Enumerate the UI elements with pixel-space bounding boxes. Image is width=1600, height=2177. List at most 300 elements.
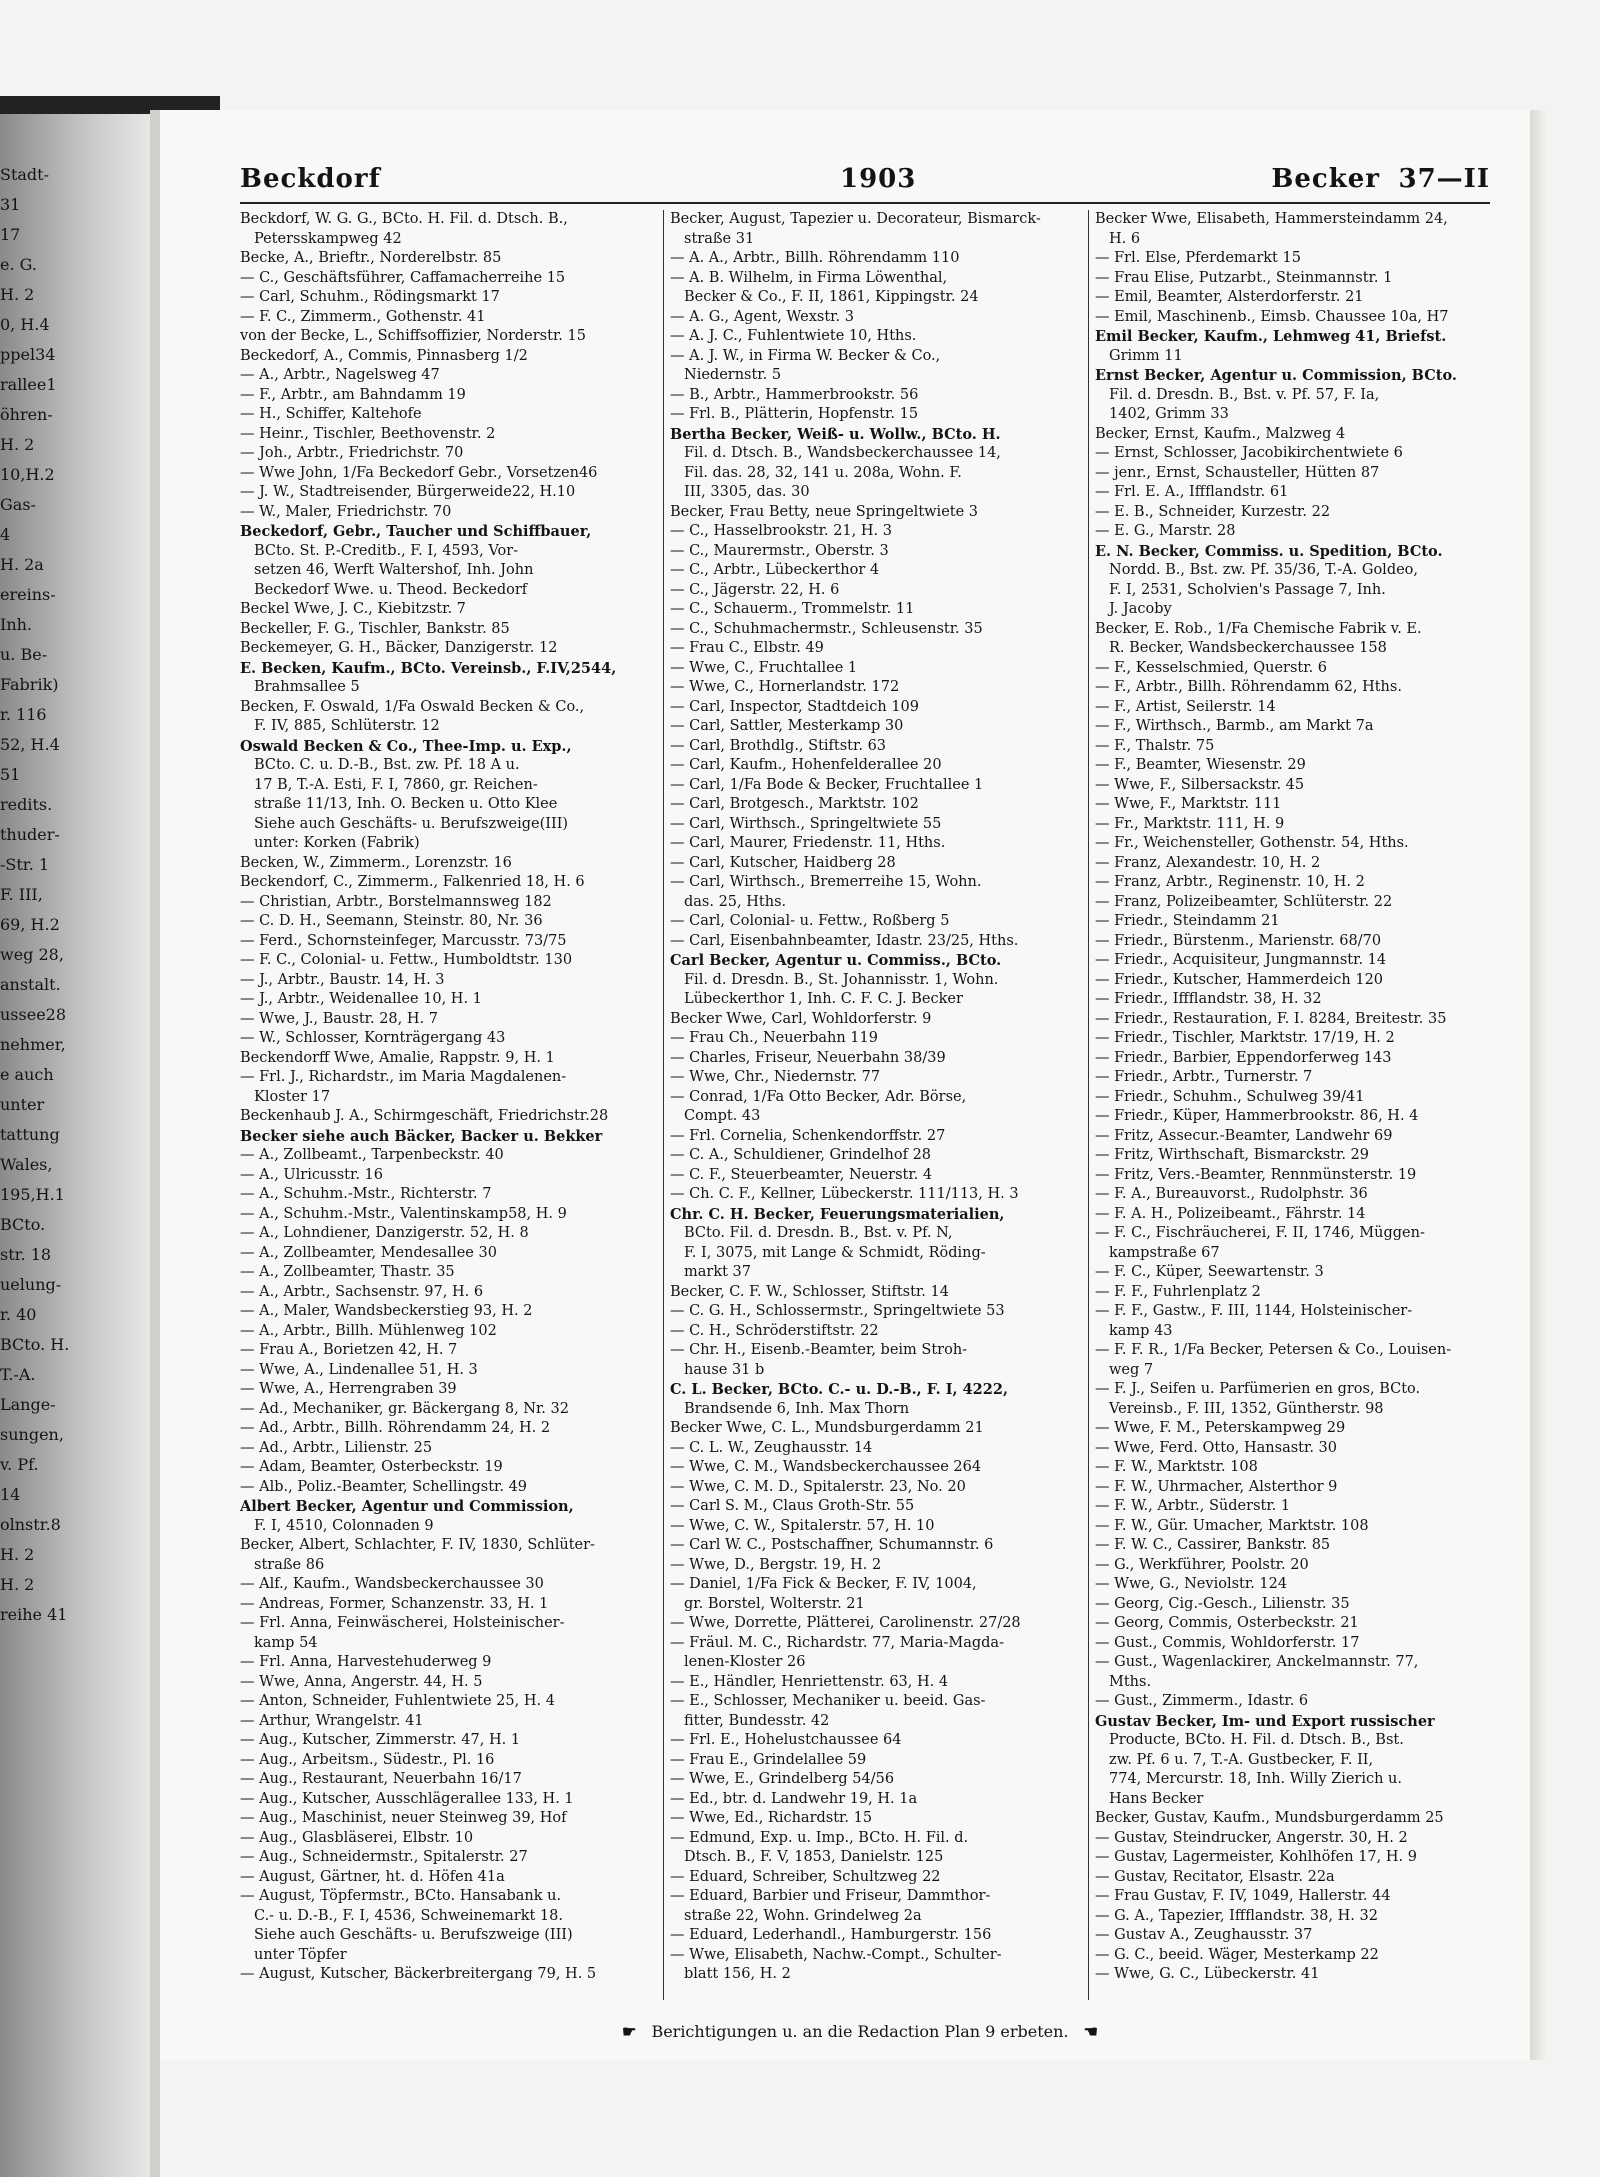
directory-entry: Ernst Becker, Agentur u. Commission, BCto. (1095, 367, 1457, 384)
directory-entry: von der Becke, L., Schiffsoffizier, Norderstr. 15 (240, 328, 586, 344)
directory-entry: — C., Hasselbrookstr. 21, H. 3 (670, 523, 892, 539)
directory-entry: — A., Arbtr., Billh. Mühlenweg 102 (240, 1322, 497, 1339)
directory-entry: F. I, 2531, Scholvien's Passage 7, Inh. (1109, 581, 1386, 598)
previous-page-fragment: 0, H.4 (0, 315, 50, 334)
directory-entry: Compt. 43 (684, 1108, 761, 1124)
directory-entry: Fil. d. Dresdn. B., Bst. v. Pf. 57, F. Ia, (1109, 386, 1380, 403)
previous-page-fragment: Fabrik) (0, 675, 59, 694)
directory-entry: — W., Maler, Friedrichstr. 70 (240, 503, 452, 520)
directory-entry: — A., Arbtr., Nagelsweg 47 (240, 367, 440, 383)
directory-entry: BCto. C. u. D.-B., Bst. zw. Pf. 18 A u. (254, 757, 520, 773)
directory-entry: — Carl, Wirthsch., Bremerreihe 15, Wohn. (670, 874, 982, 890)
directory-entry: Becker, E. Rob., 1/Fa Chemische Fabrik v. E. (1095, 620, 1422, 637)
directory-entry: — W., Schlosser, Kornträgergang 43 (240, 1030, 506, 1046)
directory-entry: — Christian, Arbtr., Borstelmannsweg 182 (240, 893, 552, 910)
directory-entry: unter Töpfer (254, 1946, 347, 1963)
directory-entry: — C. H., Schröderstiftstr. 22 (670, 1322, 879, 1339)
directory-entry: Chr. C. H. Becker, Feuerungsmaterialien, (670, 1205, 1005, 1223)
directory-entry: Beckeller, F. G., Tischler, Bankstr. 85 (240, 620, 510, 637)
previous-page-fragment: nehmer, (0, 1035, 66, 1054)
directory-entry: Mths. (1109, 1673, 1152, 1690)
directory-entry: Beckendorf, C., Zimmerm., Falkenried 18, H. 6 (240, 874, 585, 890)
directory-entry: — Frl. E., Hohelustchaussee 64 (670, 1732, 902, 1748)
directory-entry: straße 31 (684, 230, 755, 247)
directory-page (160, 110, 1530, 2060)
page-gutter (150, 110, 160, 2177)
directory-entry: — Friedr., Küper, Hammerbrookstr. 86, H. 4 (1095, 1108, 1419, 1124)
directory-entry: — Frau A., Borietzen 42, H. 7 (240, 1342, 458, 1358)
previous-page-edge (0, 160, 70, 2040)
directory-entry: — F. F., Gastw., F. III, 1144, Holsteinischer- (1095, 1303, 1413, 1319)
directory-entry: — Carl W. C., Postschaffner, Schumannstr. 6 (670, 1537, 994, 1553)
directory-entry: 17 B, T.-A. Esti, F. I, 7860, gr. Reichen- (254, 776, 538, 793)
directory-entry: — Wwe, Ed., Richardstr. 15 (670, 1810, 873, 1826)
previous-page-fragment: 4 (0, 525, 11, 544)
directory-entry: straße 86 (254, 1556, 325, 1573)
previous-page-fragment: 51 (0, 765, 21, 784)
directory-entry: — Friedr., Kutscher, Hammerdeich 120 (1095, 971, 1384, 988)
directory-entry: — Frl. Else, Pferdemarkt 15 (1095, 250, 1301, 266)
directory-entry: — E., Händler, Henriettenstr. 63, H. 4 (670, 1673, 949, 1690)
directory-entry: — Wwe, Elisabeth, Nachw.-Compt., Schulter- (670, 1946, 1002, 1963)
directory-entry: Carl Becker, Agentur u. Commiss., BCto. (670, 952, 1002, 969)
directory-entry: Beckemeyer, G. H., Bäcker, Danzigerstr. 12 (240, 640, 558, 656)
directory-entry: — A., Zollbeamt., Tarpenbeckstr. 40 (240, 1147, 504, 1163)
previous-page-fragment: 69, H.2 (0, 915, 60, 934)
directory-entry: straße 11/13, Inh. O. Becken u. Otto Klee (254, 796, 558, 812)
directory-entry: — Carl, 1/Fa Bode & Becker, Fruchtallee 1 (670, 776, 984, 793)
directory-entry: — F., Beamter, Wiesenstr. 29 (1095, 757, 1306, 773)
column-middle (670, 210, 1080, 2000)
previous-page-fragment: T.-A. (0, 1365, 36, 1384)
previous-page-fragment: weg 28, (0, 945, 64, 964)
directory-entry: — Aug., Kutscher, Zimmerstr. 47, H. 1 (240, 1732, 521, 1748)
directory-entry: — Frl. Anna, Harvestehuderweg 9 (240, 1654, 492, 1670)
directory-entry: — Franz, Arbtr., Reginenstr. 10, H. 2 (1095, 874, 1365, 890)
directory-entry: — Frau E., Grindelallee 59 (670, 1751, 867, 1768)
directory-entry: — Aug., Glasbläserei, Elbstr. 10 (240, 1829, 474, 1846)
directory-entry: — jenr., Ernst, Schausteller, Hütten 87 (1095, 464, 1380, 481)
directory-entry: Becken, F. Oswald, 1/Fa Oswald Becken & Co., (240, 698, 585, 715)
previous-page-fragment: BCto. (0, 1215, 46, 1234)
directory-entry: Gustav Becker, Im- und Export russischer (1095, 1712, 1435, 1730)
directory-entry: Emil Becker, Kaufm., Lehmweg 41, Briefst. (1095, 328, 1447, 345)
directory-entry: — Friedr., Acquisiteur, Jungmannstr. 14 (1095, 952, 1387, 968)
directory-entry: — Wwe, E., Grindelberg 54/56 (670, 1771, 895, 1787)
header-left-keyword: Beckdorf (240, 164, 381, 194)
directory-entry: — Conrad, 1/Fa Otto Becker, Adr. Börse, (670, 1088, 967, 1105)
directory-entry: — Wwe, G., Neviolstr. 124 (1095, 1576, 1288, 1592)
header-year: 1903 (840, 164, 917, 194)
directory-entry: — A., Lohndiener, Danzigerstr. 52, H. 8 (240, 1225, 529, 1241)
previous-page-fragment: Inh. (0, 615, 33, 634)
directory-entry: — C. A., Schuldiener, Grindelhof 28 (670, 1147, 932, 1163)
directory-entry: Beckdorf, W. G. G., BCto. H. Fil. d. Dtsch. B., (240, 211, 568, 227)
directory-entry: — August, Töpfermstr., BCto. Hansabank u. (240, 1888, 562, 1904)
directory-entry: — C., Arbtr., Lübeckerthor 4 (670, 562, 880, 578)
directory-entry: hause 31 b (684, 1361, 765, 1378)
directory-entry: Becker, C. F. W., Schlosser, Stiftstr. 14 (670, 1283, 949, 1300)
directory-entry: — C. F., Steuerbeamter, Neuerstr. 4 (670, 1166, 933, 1183)
directory-entry: — Wwe, Anna, Angerstr. 44, H. 5 (240, 1673, 483, 1690)
directory-entry: Dtsch. B., F. V, 1853, Danielstr. 125 (684, 1849, 944, 1865)
directory-entry: — Adam, Beamter, Osterbeckstr. 19 (240, 1459, 503, 1475)
directory-entry: — Wwe John, 1/Fa Beckedorf Gebr., Vorsetzen46 (240, 464, 598, 481)
directory-entry: — F. W., Uhrmacher, Alsterthor 9 (1095, 1478, 1338, 1495)
directory-entry: — Wwe, C., Hornerlandstr. 172 (670, 679, 900, 695)
directory-entry: — Carl S. M., Claus Groth-Str. 55 (670, 1498, 915, 1514)
directory-entry: Niedernstr. 5 (684, 367, 782, 383)
directory-entry: — Fr., Marktstr. 111, H. 9 (1095, 815, 1285, 832)
previous-page-fragment: öhren- (0, 405, 53, 424)
directory-entry: C.- u. D.-B., F. I, 4536, Schweinemarkt 18. (254, 1907, 563, 1924)
previous-page-fragment: H. 2 (0, 435, 35, 454)
directory-entry: Brahmsallee 5 (254, 679, 360, 695)
directory-entry: — F. F., Fuhrlenplatz 2 (1095, 1283, 1261, 1300)
directory-entry: — Anton, Schneider, Fuhlentwiete 25, H. 4 (240, 1693, 555, 1709)
previous-page-fragment: uelung- (0, 1275, 62, 1294)
previous-page-fragment: Stadt- (0, 165, 50, 184)
column-right (1095, 210, 1495, 2000)
directory-entry: — Aug., Schneidermstr., Spitalerstr. 27 (240, 1849, 528, 1865)
previous-page-fragment: F. III, (0, 885, 43, 904)
directory-entry: — C., Maurermstr., Oberstr. 3 (670, 542, 889, 559)
directory-entry: — Friedr., Schuhm., Schulweg 39/41 (1095, 1088, 1365, 1105)
column-left (240, 210, 660, 2000)
directory-entry: R. Becker, Wandsbeckerchaussee 158 (1109, 640, 1387, 656)
previous-page-fragment: 14 (0, 1485, 21, 1504)
directory-entry: — Friedr., Restauration, F. I. 8284, Breitestr. 35 (1095, 1010, 1447, 1027)
header-right-keyword: Becker (1271, 164, 1380, 194)
directory-entry: — Edmund, Exp. u. Imp., BCto. H. Fil. d. (670, 1829, 969, 1846)
previous-page-fragment: Wales, (0, 1155, 53, 1174)
previous-page-fragment: e auch (0, 1065, 54, 1084)
directory-entry: Becker & Co., F. II, 1861, Kippingstr. 24 (684, 289, 979, 305)
directory-entry: — Wwe, F., Marktstr. 111 (1095, 796, 1282, 812)
previous-page-fragment: ereins- (0, 585, 56, 604)
directory-entry: — Gust., Commis, Wohldorferstr. 17 (1095, 1634, 1360, 1651)
directory-entry: Beckedorf, A., Commis, Pinnasberg 1/2 (240, 347, 528, 364)
directory-entry: Beckenhaub J. A., Schirmgeschäft, Friedrichstr.28 (240, 1108, 609, 1124)
directory-entry: — F. F. R., 1/Fa Becker, Petersen & Co., Louisen- (1095, 1342, 1452, 1358)
directory-entry: Beckedorf, Gebr., Taucher und Schiffbauer, (240, 523, 592, 540)
directory-entry: — F., Artist, Seilerstr. 14 (1095, 698, 1276, 715)
directory-entry: Becker, Gustav, Kaufm., Mundsburgerdamm 25 (1095, 1810, 1444, 1826)
directory-entry: — Wwe, J., Baustr. 28, H. 7 (240, 1010, 438, 1027)
directory-entry: Becker Wwe, Elisabeth, Hammersteindamm 24, (1095, 211, 1448, 227)
directory-entry: — Frau Elise, Putzarbt., Steinmannstr. 1 (1095, 269, 1393, 286)
previous-page-fragment: H. 2 (0, 1575, 35, 1594)
directory-entry: Becker Wwe, Carl, Wohldorferstr. 9 (670, 1010, 932, 1027)
directory-entry: — Frl. Cornelia, Schenkendorffstr. 27 (670, 1127, 946, 1144)
directory-entry: Beckendorff Wwe, Amalie, Rappstr. 9, H. 1 (240, 1049, 555, 1066)
directory-entry: fitter, Bundesstr. 42 (684, 1712, 830, 1729)
directory-entry: — A. B. Wilhelm, in Firma Löwenthal, (670, 269, 948, 286)
directory-entry: kamp 54 (254, 1634, 318, 1651)
directory-entry: — Aug., Maschinist, neuer Steinweg 39, Hof (240, 1810, 567, 1826)
directory-entry: — Carl, Kutscher, Haidberg 28 (670, 854, 896, 871)
directory-entry: — A. A., Arbtr., Billh. Röhrendamm 110 (670, 250, 960, 266)
directory-entry: — Friedr., Bürstenm., Marienstr. 68/70 (1095, 932, 1382, 949)
directory-entry: — E. G., Marstr. 28 (1095, 523, 1236, 539)
directory-entry: Becker, Ernst, Kaufm., Malzweg 4 (1095, 425, 1346, 442)
directory-entry: — Wwe, C., Fruchtallee 1 (670, 659, 858, 676)
directory-entry: — G. C., beeid. Wäger, Mesterkamp 22 (1095, 1946, 1379, 1963)
directory-entry: — Fritz, Wirthschaft, Bismarckstr. 29 (1095, 1147, 1370, 1163)
directory-entry: — F., Kesselschmied, Querstr. 6 (1095, 659, 1328, 676)
directory-entry: — August, Kutscher, Bäckerbreitergang 79, H. 5 (240, 1966, 597, 1982)
directory-entry: — Aug., Arbeitsm., Südestr., Pl. 16 (240, 1751, 495, 1768)
previous-page-fragment: -Str. 1 (0, 855, 50, 874)
directory-entry: — Frau Gustav, F. IV, 1049, Hallerstr. 44 (1095, 1888, 1391, 1904)
directory-entry: Brandsende 6, Inh. Max Thorn (684, 1400, 910, 1417)
directory-entry: Hans Becker (1109, 1790, 1204, 1807)
previous-page-fragment: sungen, (0, 1425, 64, 1444)
directory-entry: — Frl. Anna, Feinwäscherei, Holsteinischer- (240, 1615, 565, 1631)
directory-entry: gr. Borstel, Wolterstr. 21 (684, 1595, 865, 1612)
directory-entry: — Wwe, Ferd. Otto, Hansastr. 30 (1095, 1439, 1337, 1456)
previous-page-fragment: ussee28 (0, 1005, 67, 1024)
directory-entry: — F. C., Küper, Seewartenstr. 3 (1095, 1264, 1324, 1280)
directory-entry: — G. A., Tapezier, Iffflandstr. 38, H. 32 (1095, 1907, 1378, 1924)
directory-entry: — A. J. C., Fuhlentwiete 10, Hths. (670, 328, 917, 344)
directory-entry: Becken, W., Zimmerm., Lorenzstr. 16 (240, 854, 512, 871)
directory-entry: — Franz, Alexandestr. 10, H. 2 (1095, 854, 1321, 871)
directory-entry: — C. D. H., Seemann, Steinstr. 80, Nr. 36 (240, 913, 543, 929)
directory-entry: Kloster 17 (254, 1088, 331, 1105)
directory-entry: — J., Arbtr., Baustr. 14, H. 3 (240, 971, 445, 988)
previous-page-fragment: rallee1 (0, 375, 57, 394)
previous-page-fragment: Lange- (0, 1395, 56, 1414)
directory-entry: — Joh., Arbtr., Friedrichstr. 70 (240, 445, 464, 461)
directory-entry: Oswald Becken & Co., Thee-Imp. u. Exp., (240, 737, 572, 755)
directory-entry: — Carl, Eisenbahnbeamter, Idastr. 23/25, Hths. (670, 932, 1019, 949)
directory-entry: — Wwe, A., Herrengraben 39 (240, 1381, 457, 1397)
directory-entry: H. 6 (1109, 230, 1141, 247)
directory-entry: kampstraße 67 (1109, 1244, 1220, 1261)
directory-entry: — Fr., Weichensteller, Gothenstr. 54, Hths. (1095, 835, 1409, 851)
directory-entry: — Carl, Maurer, Friedenstr. 11, Hths. (670, 835, 946, 851)
directory-entry: — Carl, Colonial- u. Fettw., Roßberg 5 (670, 913, 950, 929)
directory-entry: — Eduard, Lederhandl., Hamburgerstr. 156 (670, 1927, 992, 1943)
directory-entry: — Frau C., Elbstr. 49 (670, 640, 824, 656)
previous-page-fragment: thuder- (0, 825, 60, 844)
directory-entry: 1402, Grimm 33 (1109, 406, 1229, 422)
previous-page-fragment: 10,H.2 (0, 465, 55, 484)
directory-entry: — F. W. C., Cassirer, Bankstr. 85 (1095, 1537, 1331, 1553)
directory-entry: — Carl, Kaufm., Hohenfelderallee 20 (670, 757, 942, 773)
previous-page-fragment: reihe 41 (0, 1605, 68, 1624)
directory-entry: — Ch. C. F., Kellner, Lübeckerstr. 111/113, H. 3 (670, 1186, 1019, 1202)
directory-entry: — Wwe, F. M., Peterskampweg 29 (1095, 1420, 1346, 1436)
directory-entry: — Alf., Kaufm., Wandsbeckerchaussee 30 (240, 1576, 544, 1592)
directory-entry: Bertha Becker, Weiß- u. Wollw., BCto. H. (670, 425, 1001, 443)
directory-entry: — Wwe, Dorrette, Plätterei, Carolinenstr. 27/28 (670, 1615, 1021, 1631)
previous-page-fragment: Gas- (0, 495, 36, 514)
directory-entry: — B., Arbtr., Hammerbrookstr. 56 (670, 386, 919, 403)
previous-page-fragment: H. 2a (0, 555, 44, 574)
directory-entry: — Frl. E. A., Iffflandstr. 61 (1095, 484, 1289, 500)
directory-entry: — A. J. W., in Firma W. Becker & Co., (670, 347, 941, 364)
directory-entry: Fil. d. Dtsch. B., Wandsbeckerchaussee 14, (684, 445, 1001, 461)
directory-entry: blatt 156, H. 2 (684, 1966, 791, 1982)
directory-entry: — A., Ulricusstr. 16 (240, 1166, 384, 1183)
directory-entry: — F. W., Arbtr., Süderstr. 1 (1095, 1498, 1291, 1514)
directory-entry: — Ad., Mechaniker, gr. Bäckergang 8, Nr. 32 (240, 1400, 569, 1417)
directory-entry: Lübeckerthor 1, Inh. C. F. C. J. Becker (684, 991, 963, 1007)
directory-entry: straße 22, Wohn. Grindelweg 2a (684, 1907, 922, 1924)
directory-entry: — Fräul. M. C., Richardstr. 77, Maria-Magda- (670, 1634, 1004, 1651)
directory-entry: — J. W., Stadtreisender, Bürgerweide22, H.10 (240, 484, 576, 500)
header-rule (240, 202, 1490, 204)
directory-entry: — Carl, Sattler, Mesterkamp 30 (670, 718, 904, 734)
footer-note: Berichtigungen u. an die Redaction Plan 9 erbeten. (651, 2022, 1069, 2041)
directory-entry: — C., Schuhmachermstr., Schleusenstr. 35 (670, 620, 983, 637)
directory-entry: — F. C., Fischräucherei, F. II, 1746, Müggen- (1095, 1225, 1425, 1241)
directory-entry: — Friedr., Arbtr., Turnerstr. 7 (1095, 1069, 1313, 1085)
directory-entry: — Gustav A., Zeughausstr. 37 (1095, 1927, 1313, 1943)
directory-entry: Fil. das. 28, 32, 141 u. 208a, Wohn. F. (684, 464, 962, 481)
directory-entry: — Carl, Schuhm., Rödingsmarkt 17 (240, 289, 500, 305)
directory-entry: Petersskampweg 42 (254, 230, 402, 247)
page-footer (410, 2022, 1310, 2041)
directory-entry: — A., Schuhm.-Mstr., Richterstr. 7 (240, 1186, 492, 1202)
previous-page-fragment: 52, H.4 (0, 735, 60, 754)
directory-entry: — A., Zollbeamter, Mendesallee 30 (240, 1244, 497, 1261)
previous-page-fragment: tattung (0, 1125, 60, 1144)
previous-page-fragment: str. 18 (0, 1245, 52, 1264)
directory-entry: — F. C., Colonial- u. Fettw., Humboldtstr. 130 (240, 952, 573, 968)
directory-entry: — Andreas, Former, Schanzenstr. 33, H. 1 (240, 1595, 549, 1612)
directory-entry: — Fritz, Assecur.-Beamter, Landwehr 69 (1095, 1127, 1393, 1144)
directory-entry: — F. A. H., Polizeibeamt., Fährstr. 14 (1095, 1205, 1366, 1222)
previous-page-fragment: r. 116 (0, 705, 47, 724)
header-page-number: 37—II (1398, 164, 1490, 194)
directory-entry: — Charles, Friseur, Neuerbahn 38/39 (670, 1049, 946, 1066)
page-right-edge (1530, 110, 1548, 2060)
directory-entry: — E., Schlosser, Mechaniker u. beeid. Gas- (670, 1693, 986, 1709)
directory-entry: Siehe auch Geschäfts- u. Berufszweige (III) (254, 1927, 573, 1943)
column-divider (663, 210, 664, 2000)
directory-entry: E. N. Becker, Commiss. u. Spedition, BCto. (1095, 542, 1443, 560)
page-header (240, 164, 1490, 198)
directory-entry: Beckel Wwe, J. C., Kiebitzstr. 7 (240, 601, 466, 617)
directory-entry: — A., Maler, Wandsbeckerstieg 93, H. 2 (240, 1303, 533, 1319)
directory-entry: — A., Arbtr., Sachsenstr. 97, H. 6 (240, 1283, 484, 1300)
directory-entry: Becker Wwe, C. L., Mundsburgerdamm 21 (670, 1420, 984, 1436)
directory-entry: Producte, BCto. H. Fil. d. Dtsch. B., Bst. (1109, 1732, 1404, 1748)
directory-entry: — C. L. W., Zeughausstr. 14 (670, 1439, 873, 1456)
directory-entry: — J., Arbtr., Weidenallee 10, H. 1 (240, 991, 482, 1007)
directory-entry: — Alb., Poliz.-Beamter, Schellingstr. 49 (240, 1478, 528, 1495)
directory-entry: kamp 43 (1109, 1322, 1173, 1339)
previous-page-fragment: v. Pf. (0, 1455, 39, 1474)
directory-entry: — Friedr., Iffflandstr. 38, H. 32 (1095, 991, 1322, 1007)
directory-entry: — Frau Ch., Neuerbahn 119 (670, 1030, 878, 1046)
directory-entry: F. IV, 885, Schlüterstr. 12 (254, 718, 440, 734)
previous-page-fragment: unter (0, 1095, 45, 1114)
directory-entry: — Ad., Arbtr., Lilienstr. 25 (240, 1439, 433, 1456)
directory-entry: Fil. d. Dresdn. B., St. Johannisstr. 1, Wohn. (684, 971, 999, 988)
previous-page-fragment: r. 40 (0, 1305, 37, 1324)
directory-entry: Grimm 11 (1109, 347, 1183, 364)
directory-entry: — Carl, Wirthsch., Springeltwiete 55 (670, 815, 942, 832)
previous-page-fragment: anstalt. (0, 975, 61, 994)
directory-entry: — Gustav, Lagermeister, Kohlhöfen 17, H. 9 (1095, 1849, 1417, 1865)
directory-entry: unter: Korken (Fabrik) (254, 835, 420, 851)
directory-entry: — Georg, Cig.-Gesch., Lilienstr. 35 (1095, 1595, 1350, 1612)
directory-entry: Becker siehe auch Bäcker, Backer u. Bekker (240, 1127, 603, 1145)
directory-entry: — Aug., Kutscher, Ausschlägerallee 133, H. 1 (240, 1790, 574, 1807)
directory-entry: — C., Schauerm., Trommelstr. 11 (670, 601, 915, 617)
directory-entry: — Friedr., Steindamm 21 (1095, 913, 1280, 929)
directory-entry: — F., Arbtr., Billh. Röhrendamm 62, Hths. (1095, 679, 1402, 695)
previous-page-fragment: u. Be- (0, 645, 48, 664)
directory-entry: — F. W., Marktstr. 108 (1095, 1459, 1258, 1475)
directory-entry: — Gust., Wagenlackirer, Anckelmannstr. 77, (1095, 1654, 1419, 1670)
directory-entry: F. I, 3075, mit Lange & Schmidt, Röding- (684, 1244, 986, 1261)
directory-entry: markt 37 (684, 1264, 751, 1280)
directory-entry: — Wwe, G. C., Lübeckerstr. 41 (1095, 1966, 1320, 1982)
previous-page-fragment: BCto. H. (0, 1335, 70, 1354)
directory-entry: — August, Gärtner, ht. d. Höfen 41a (240, 1868, 505, 1885)
pointing-hand-left-icon: ☛ (622, 2022, 637, 2041)
previous-page-fragment: H. 2 (0, 285, 35, 304)
directory-entry: — Franz, Polizeibeamter, Schlüterstr. 22 (1095, 893, 1393, 910)
directory-entry: — Wwe, F., Silbersackstr. 45 (1095, 776, 1305, 793)
directory-entry: — A. G., Agent, Wexstr. 3 (670, 308, 854, 325)
directory-entry: — Eduard, Barbier und Friseur, Dammthor- (670, 1888, 991, 1904)
directory-entry: — Fritz, Vers.-Beamter, Rennmünsterstr. 19 (1095, 1166, 1417, 1183)
directory-entry: weg 7 (1109, 1361, 1154, 1378)
directory-entry: BCto. St. P.-Creditb., F. I, 4593, Vor- (254, 542, 519, 559)
directory-entry: — Wwe, A., Lindenallee 51, H. 3 (240, 1361, 478, 1378)
directory-entry: — Carl, Brothdlg., Stiftstr. 63 (670, 737, 887, 754)
directory-entry: — Carl, Inspector, Stadtdeich 109 (670, 698, 919, 715)
directory-entry: C. L. Becker, BCto. C.- u. D.-B., F. I, 4222, (670, 1381, 1008, 1398)
directory-entry: — C. G. H., Schlossermstr., Springeltwiete 53 (670, 1303, 1005, 1319)
previous-page-fragment: olnstr.8 (0, 1515, 61, 1534)
directory-entry: lenen-Kloster 26 (684, 1654, 806, 1670)
directory-entry: — Daniel, 1/Fa Fick & Becker, F. IV, 1004, (670, 1576, 977, 1592)
directory-entry: — F., Thalstr. 75 (1095, 737, 1215, 754)
directory-entry: — H., Schiffer, Kaltehofe (240, 406, 422, 422)
directory-entry: Siehe auch Geschäfts- u. Berufszweige(III) (254, 815, 569, 832)
directory-entry: — Eduard, Schreiber, Schultzweg 22 (670, 1868, 941, 1885)
directory-entry: zw. Pf. 6 u. 7, T.-A. Gustbecker, F. II, (1109, 1751, 1374, 1768)
directory-entry: — Frl. J., Richardstr., im Maria Magdalenen- (240, 1069, 567, 1085)
directory-entry: — C., Jägerstr. 22, H. 6 (670, 581, 840, 598)
directory-entry: — Wwe, D., Bergstr. 19, H. 2 (670, 1556, 882, 1573)
previous-page-fragment: e. G. (0, 255, 37, 274)
directory-entry: — Wwe, Chr., Niedernstr. 77 (670, 1069, 881, 1085)
directory-entry: — F. C., Zimmerm., Gothenstr. 41 (240, 308, 486, 325)
directory-entry: 774, Mercurstr. 18, Inh. Willy Zierich u. (1109, 1771, 1403, 1787)
directory-entry: — Friedr., Barbier, Eppendorferweg 143 (1095, 1049, 1392, 1066)
previous-page-fragment: 31 (0, 195, 21, 214)
directory-entry: III, 3305, das. 30 (684, 484, 810, 500)
directory-entry: — Wwe, C. W., Spitalerstr. 57, H. 10 (670, 1517, 935, 1534)
directory-entry: — Aug., Restaurant, Neuerbahn 16/17 (240, 1771, 522, 1787)
directory-entry: — Friedr., Tischler, Marktstr. 17/19, H. 2 (1095, 1030, 1395, 1046)
directory-entry: — Heinr., Tischler, Beethovenstr. 2 (240, 425, 496, 442)
directory-entry: E. Becken, Kaufm., BCto. Vereinsb., F.IV,2544, (240, 659, 617, 677)
directory-entry: — Ernst, Schlosser, Jacobikirchentwiete 6 (1095, 445, 1403, 461)
directory-entry: — A., Zollbeamter, Thastr. 35 (240, 1264, 455, 1280)
directory-entry: — Frl. B., Plätterin, Hopfenstr. 15 (670, 406, 919, 422)
directory-entry: — F. A., Bureauvorst., Rudolphstr. 36 (1095, 1186, 1368, 1202)
directory-entry: Beckedorf Wwe. u. Theod. Beckedorf (254, 581, 528, 598)
